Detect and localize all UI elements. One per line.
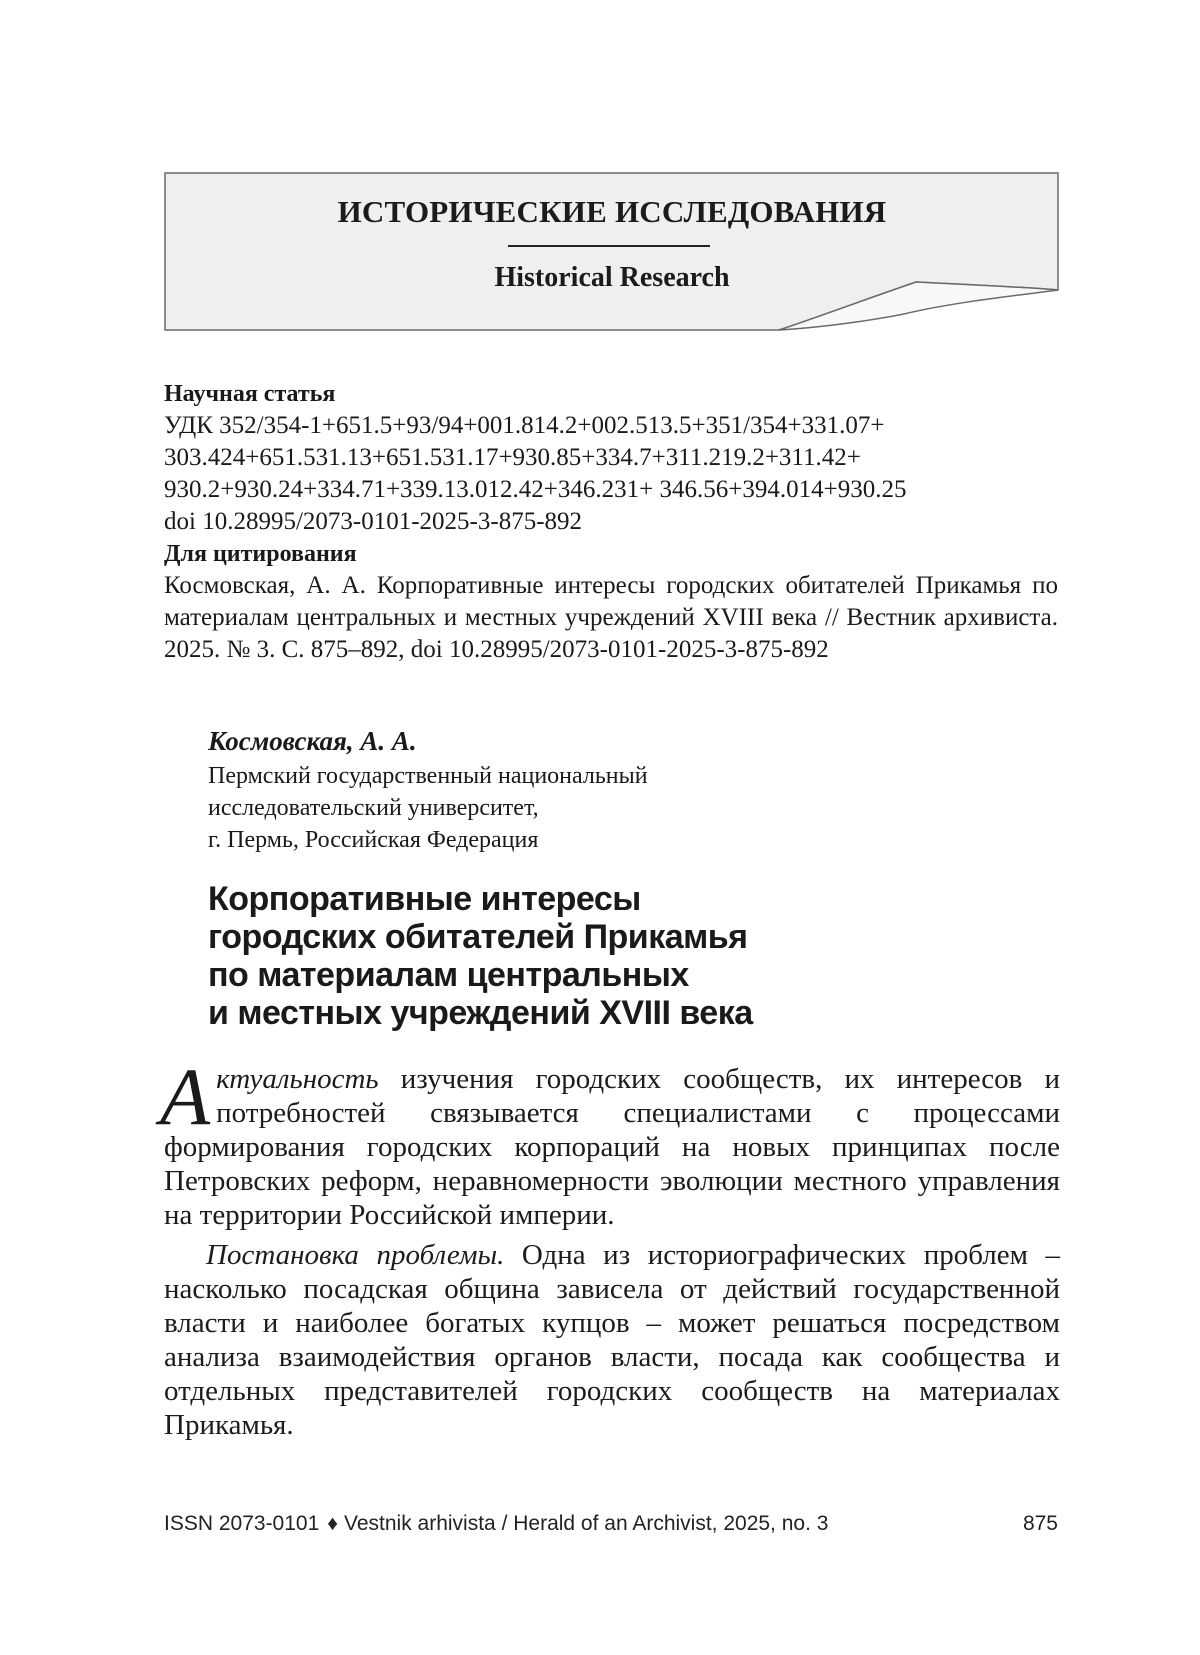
banner-divider bbox=[508, 245, 710, 247]
section-subtitle: Historical Research bbox=[494, 262, 730, 293]
title-line: Корпоративные интересы bbox=[208, 880, 641, 918]
title-line: городских обитателей Прикамья bbox=[208, 918, 748, 956]
citation-text: Космовская, А. А. Корпоративные интересы городских обитателей Прикамья по материалам центральных и местных учреждений XVIII века // Вестник архивиста. 2025. № 3. С. 875–892, doi 10.28995/2073-0101-2025-3-875-892 bbox=[164, 572, 1058, 663]
paragraph-problem bbox=[164, 1238, 1060, 1442]
doi: doi 10.28995/2073-0101-2025-3-875-892 bbox=[164, 508, 583, 535]
section-title: ИСТОРИЧЕСКИЕ ИССЛЕДОВАНИЯ bbox=[337, 194, 887, 229]
drop-cap: А bbox=[160, 1051, 211, 1142]
journal-name: Vestnik arhivista / Herald of an Archivist, 2025, no. 3 bbox=[344, 1512, 829, 1535]
paragraph-text: Одна из историографических проблем – насколько посадская община зависела от действий государственной власти и наиболее богатых купцов – может решаться посредством анализа взаимодействия органов власти, посада как сообщества и отдельных представителей городских сообществ на материалах Прикамья. bbox=[164, 1239, 1060, 1441]
author-block bbox=[208, 724, 908, 856]
udc-line: 930.2+930.24+334.71+339.13.012.42+346.231+ 346.56+394.014+930.25 bbox=[164, 476, 907, 503]
paragraph-relevance bbox=[160, 1051, 1060, 1232]
author-name: Космовская, А. А. bbox=[208, 726, 417, 756]
paragraph-lead: Постановка проблемы. bbox=[206, 1239, 505, 1271]
affiliation-line: исследовательский университет, bbox=[208, 795, 539, 821]
citation-label: Для цитирования bbox=[164, 541, 357, 567]
affiliation-line: Пермский государственный национальный bbox=[208, 763, 648, 789]
title-line: по материалам центральных bbox=[208, 956, 689, 994]
article-title bbox=[208, 880, 928, 1032]
article-body bbox=[160, 1051, 1060, 1442]
section-banner bbox=[164, 172, 1060, 332]
diamond-icon: ♦ bbox=[327, 1512, 338, 1535]
udc-line: УДК 352/354-1+651.5+93/94+001.814.2+002.513.5+351/354+331.07+ bbox=[164, 412, 885, 439]
udc-line: 303.424+651.531.13+651.531.17+930.85+334.7+311.219.2+311.42+ bbox=[164, 444, 861, 471]
paragraph-lead: ктуальность bbox=[216, 1063, 379, 1095]
article-type: Научная статья bbox=[164, 381, 336, 407]
page-number: 875 bbox=[1022, 1512, 1058, 1535]
issn: ISSN 2073-0101 bbox=[164, 1512, 320, 1535]
footer-journal-info bbox=[164, 1512, 828, 1536]
affiliation-line: г. Пермь, Российская Федерация bbox=[208, 827, 539, 853]
article-meta bbox=[164, 378, 1058, 666]
title-line: и местных учреждений XVIII века bbox=[208, 994, 753, 1032]
paragraph-text: изучения городских сообществ, их интересов и потребностей связывается специалистами с процессами формирования городских корпораций на новых принципах после Петровских реформ, неравномерности эволюции местного управления на территории Российской империи. bbox=[164, 1063, 1060, 1231]
